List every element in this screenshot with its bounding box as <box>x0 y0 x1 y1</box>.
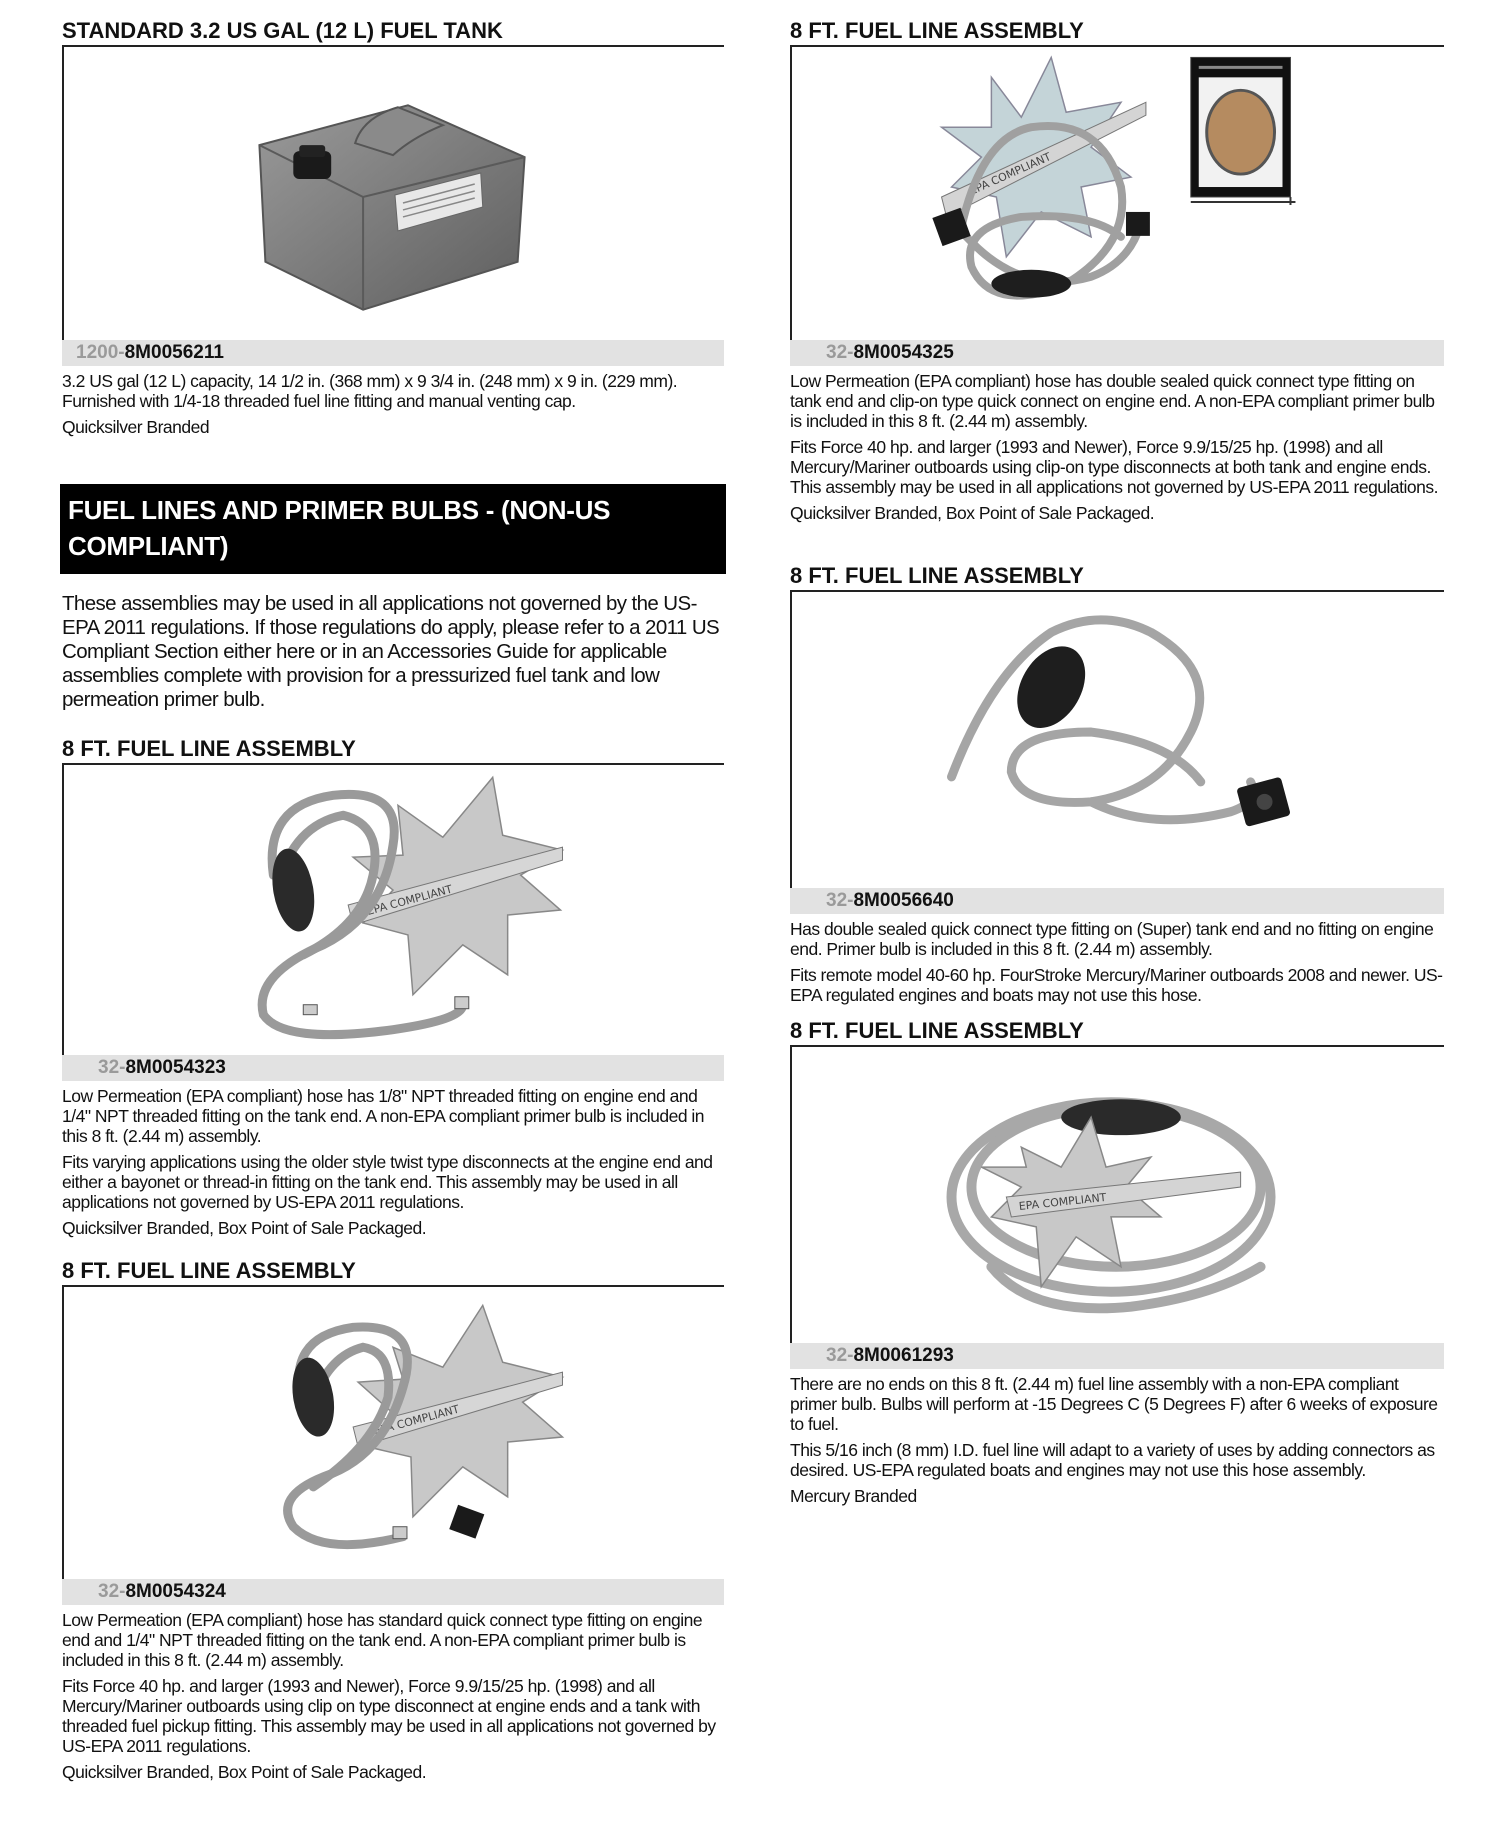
section-title: 8 FT. FUEL LINE ASSEMBLY <box>790 18 1444 47</box>
description <box>62 1610 724 1782</box>
description-paragraph: Quicksilver Branded <box>62 417 210 437</box>
part-prefix: 32- <box>826 1345 854 1366</box>
section-title: 8 FT. FUEL LINE ASSEMBLY <box>62 1258 724 1287</box>
part-number: 8M0061293 <box>853 1345 954 1366</box>
product-fuel-line-8m0054325 <box>790 18 1444 529</box>
part-prefix: 32- <box>826 890 854 911</box>
description-paragraph: 3.2 US gal (12 L) capacity, 14 1/2 in. (368 mm) x 9 3/4 in. (248 mm) x 9 in. (229 mm). Furnished with 1/4-18 threaded fuel line fitting and manual venting cap. <box>62 371 678 411</box>
description <box>62 1086 724 1238</box>
epa-badge-text: EPA COMPLIANT <box>372 1402 461 1438</box>
description <box>790 919 1444 1005</box>
description <box>790 1374 1444 1506</box>
section-title: 8 FT. FUEL LINE ASSEMBLY <box>790 563 1444 592</box>
part-prefix: 32- <box>826 342 854 363</box>
part-prefix: 32- <box>98 1057 126 1078</box>
fuel-tank-illustration <box>64 47 724 340</box>
fuel-line-illustration <box>792 47 1444 340</box>
description-paragraph: Fits varying applications using the older style twist type disconnects at the engine end and either a bayonet or thread-in fitting on the tank end. This assembly may be used in all applications not governed by US-EPA 2011 regulations. <box>62 1152 713 1212</box>
description-paragraph: Low Permeation (EPA compliant) hose has standard quick connect type fitting on engine end and 1/4" NPT threaded fitting on the tank end. A non-EPA compliant primer bulb is included in this 8 ft. (2.44 m) assembly. <box>62 1610 703 1670</box>
fuel-tank-image <box>62 47 724 340</box>
fuel-line-illustration <box>64 765 724 1055</box>
description-paragraph: Quicksilver Branded, Box Point of Sale Packaged. <box>62 1762 427 1782</box>
fuel-line-image <box>62 765 724 1055</box>
part-prefix: 32- <box>98 1581 126 1602</box>
description <box>790 371 1444 523</box>
description-paragraph: Mercury Branded <box>790 1486 917 1506</box>
section-title: 8 FT. FUEL LINE ASSEMBLY <box>790 1018 1444 1047</box>
part-number-bar <box>62 1055 724 1081</box>
product-fuel-tank <box>62 18 724 443</box>
fuel-line-image <box>790 47 1444 340</box>
part-number-bar <box>790 1343 1444 1369</box>
part-number: 8M0054323 <box>125 1057 226 1078</box>
part-number-bar <box>62 1579 724 1605</box>
description-paragraph: Fits remote model 40-60 hp. FourStroke Mercury/Mariner outboards 2008 and newer. US-EPA regulated engines and boats may not use this hose. <box>790 965 1443 1005</box>
description-paragraph: Low Permeation (EPA compliant) hose has 1/8" NPT threaded fitting on engine end and 1/4" NPT threaded fitting on the tank end. A non-EPA compliant primer bulb is included in this 8 ft. (2.44 m) assembly. <box>62 1086 705 1146</box>
epa-badge-text: EPA COMPLIANT <box>967 150 1053 198</box>
fuel-line-image <box>62 1287 724 1579</box>
description-paragraph: Low Permeation (EPA compliant) hose has double sealed quick connect type fitting on tank end and clip-on type quick connect on engine end. A non-EPA compliant primer bulb is included in this 8 ft. (2.44 m) assembly. <box>790 371 1435 431</box>
part-number: 8M0056211 <box>124 342 224 363</box>
product-fuel-line-8m0061293 <box>790 1018 1444 1512</box>
fuel-line-illustration <box>792 1047 1444 1343</box>
part-number: 8M0054325 <box>853 342 954 363</box>
epa-badge-text: EPA COMPLIANT <box>365 882 454 918</box>
product-fuel-line-8m0054324 <box>62 1258 724 1788</box>
description-paragraph: There are no ends on this 8 ft. (2.44 m) fuel line assembly with a non-EPA compliant primer bulb. Bulbs will perform at -15 Degrees C (5 Degrees F) after 6 weeks of exposure to fuel. <box>790 1374 1438 1434</box>
category-intro: These assemblies may be used in all applications not governed by the US-EPA 2011 regulations. If those regulations do apply, please refer to a 2011 US Compliant Section either here or in an Accessories Guide for applicable assemblies complete with provision for a pressurized fuel tank and low permeation primer bulb. <box>62 592 720 711</box>
part-number-bar <box>790 888 1444 914</box>
fuel-line-illustration <box>64 1287 724 1579</box>
description-paragraph: Quicksilver Branded, Box Point of Sale Packaged. <box>790 503 1155 523</box>
description-paragraph: This 5/16 inch (8 mm) I.D. fuel line will adapt to a variety of uses by adding connectors as desired. US-EPA regulated boats and engines may not use this hose assembly. <box>790 1440 1435 1480</box>
description-paragraph: Quicksilver Branded, Box Point of Sale Packaged. <box>62 1218 427 1238</box>
product-fuel-line-8m0054323 <box>62 736 724 1244</box>
description <box>62 371 724 437</box>
description-paragraph: Has double sealed quick connect type fitting on (Super) tank end and no fitting on engine end. Primer bulb is included in this 8 ft. (2.44 m) assembly. <box>790 919 1434 959</box>
section-title: 8 FT. FUEL LINE ASSEMBLY <box>62 736 724 765</box>
description-paragraph: Fits Force 40 hp. and larger (1993 and Newer), Force 9.9/15/25 hp. (1998) and all Mercury/Mariner outboards using clip on type disconnect at engine ends and a tank with threaded fuel pickup fitting. This assembly may be used in all applications not governed by US-EPA 2011 regulations. <box>62 1676 716 1756</box>
fuel-line-image <box>790 592 1444 888</box>
fuel-line-image <box>790 1047 1444 1343</box>
part-number-bar <box>790 340 1444 366</box>
fuel-line-illustration <box>792 592 1444 888</box>
description-paragraph: Fits Force 40 hp. and larger (1993 and Newer), Force 9.9/15/25 hp. (1998) and all Mercury/Mariner outboards using clip-on type disconnects at both tank and engine ends. This assembly may be used in all applications not governed by US-EPA 2011 regulations. <box>790 437 1438 497</box>
product-fuel-line-8m0056640 <box>790 563 1444 1011</box>
epa-badge-text: EPA COMPLIANT <box>1018 1190 1107 1213</box>
section-title: STANDARD 3.2 US GAL (12 L) FUEL TANK <box>62 18 724 47</box>
category-header: FUEL LINES AND PRIMER BULBS - (NON-US COMPLIANT) <box>60 484 726 574</box>
part-number: 8M0056640 <box>853 890 954 911</box>
part-number-bar <box>62 340 724 366</box>
part-prefix: 1200- <box>76 342 125 363</box>
part-number: 8M0054324 <box>125 1581 226 1602</box>
